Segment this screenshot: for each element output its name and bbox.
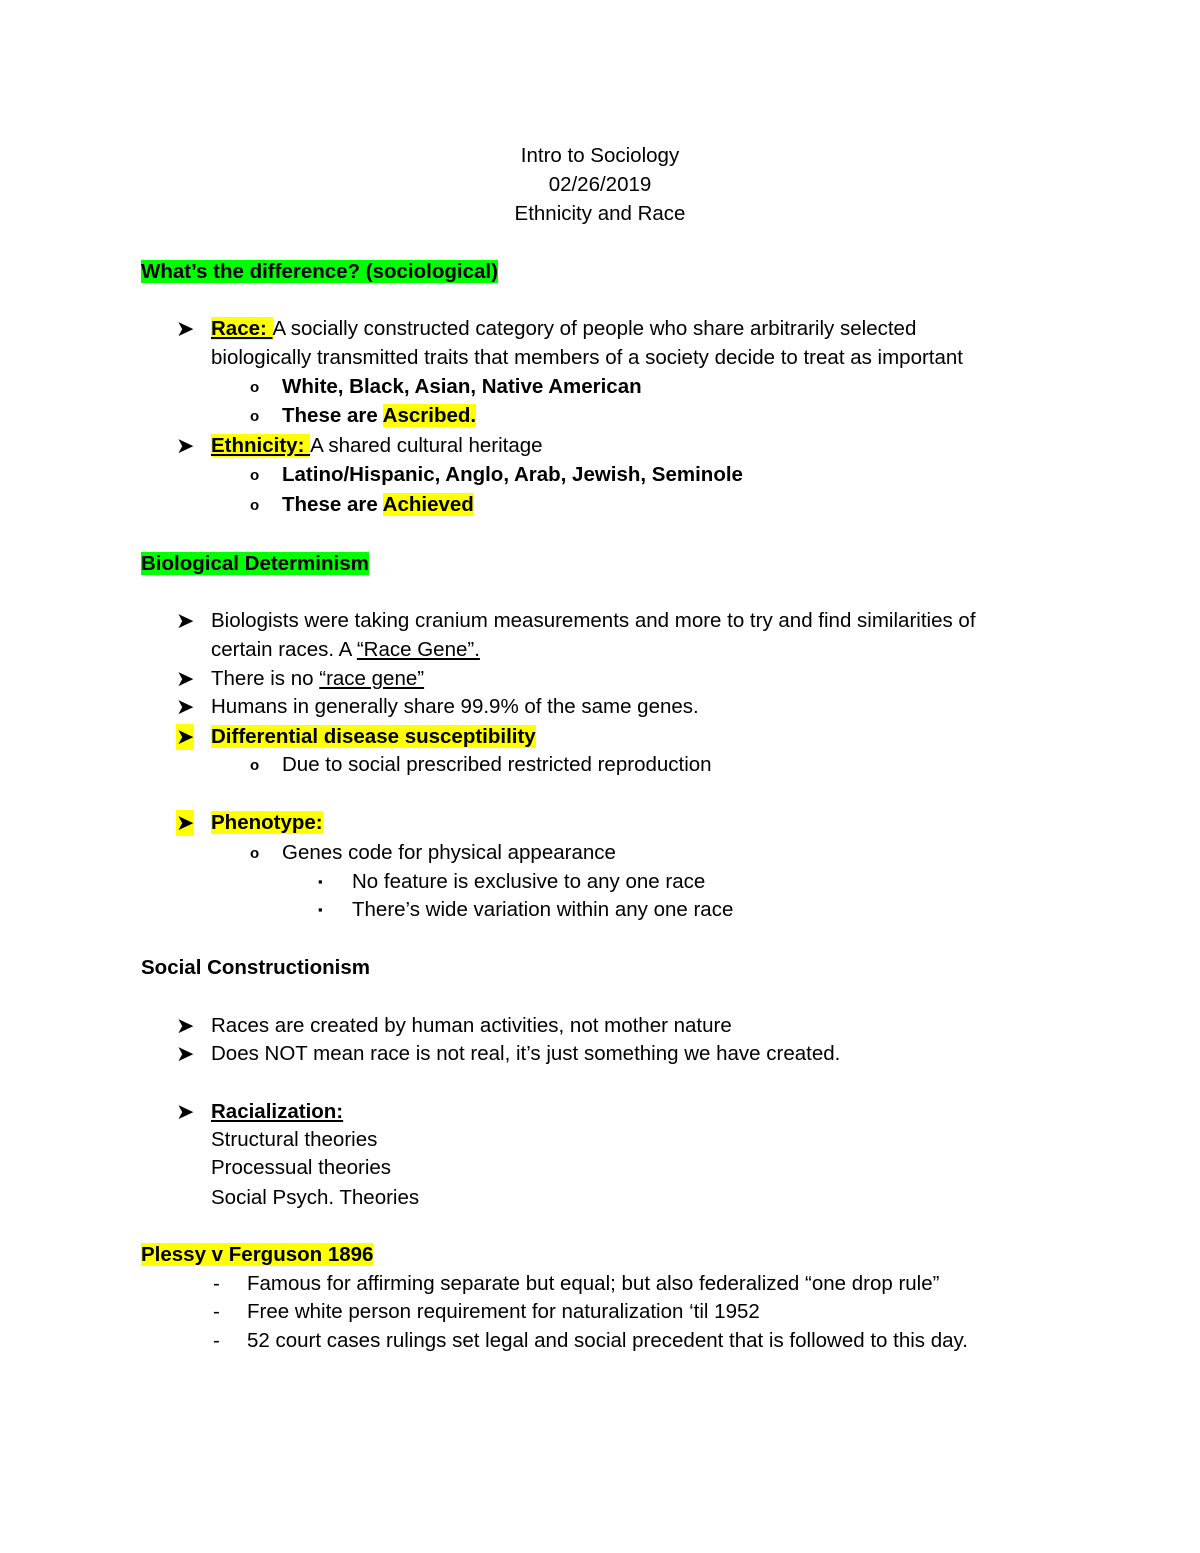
lecture-date: 02/26/2019 [548, 173, 652, 196]
dash-bullet-icon: - [213, 1300, 220, 1323]
arrow-bullet-icon: ➤ [176, 666, 195, 691]
no-race-gene: There is no “race gene” [211, 667, 425, 690]
ethnicity-definition: Ethnicity: A shared cultural heritage [211, 434, 543, 457]
races-created: Races are created by human activities, not mother nature [211, 1014, 732, 1037]
phenotype-point1: No feature is exclusive to any one race [352, 870, 706, 893]
arrow-bullet-icon: ➤ [176, 1041, 195, 1066]
biologists-line2: certain races. A “Race Gene”. [211, 638, 480, 661]
square-bullet-icon: ▪ [318, 874, 323, 889]
race-examples: White, Black, Asian, Native American [282, 375, 642, 398]
race-note: These are Ascribed. [282, 404, 477, 427]
arrow-bullet-icon: ➤ [176, 694, 195, 719]
disease-reason: Due to social prescribed restricted reproduction [282, 753, 712, 776]
dash-bullet-icon: - [213, 1272, 220, 1295]
square-bullet-icon: ▪ [318, 902, 323, 917]
dash-bullet-icon: - [213, 1329, 220, 1352]
circle-bullet-icon: o [250, 408, 260, 425]
ethnicity-examples: Latino/Hispanic, Anglo, Arab, Jewish, Seminole [282, 463, 743, 486]
phenotype-term: Phenotype: [211, 811, 323, 834]
disease-susceptibility: Differential disease susceptibility [211, 725, 536, 748]
plessy-point1: Famous for affirming separate but equal; but also federalized “one drop rule” [247, 1272, 940, 1295]
race-definition-line1: Race: A socially constructed category of people who share arbitrarily selected [211, 317, 917, 340]
circle-bullet-icon: o [250, 757, 260, 774]
ethnicity-term: Ethnicity: [211, 434, 311, 457]
phenotype-point2: There’s wide variation within any one race [352, 898, 734, 921]
circle-bullet-icon: o [250, 467, 260, 484]
arrow-bullet-icon: ➤ [176, 810, 195, 835]
race-is-real: Does NOT mean race is not real, it’s just something we have created. [211, 1042, 841, 1065]
section-heading-difference: What’s the difference? (sociological) [141, 260, 498, 283]
section-heading-social-constructionism: Social Constructionism [141, 956, 370, 979]
arrow-bullet-icon: ➤ [176, 316, 195, 341]
arrow-bullet-icon: ➤ [176, 724, 195, 749]
racialization-term: Racialization: [211, 1100, 344, 1123]
circle-bullet-icon: o [250, 497, 260, 514]
circle-bullet-icon: o [250, 845, 260, 862]
structural-theories: Structural theories [211, 1128, 378, 1151]
lecture-topic: Ethnicity and Race [514, 202, 686, 225]
arrow-bullet-icon: ➤ [176, 433, 195, 458]
section-heading-biological-determinism: Biological Determinism [141, 552, 369, 575]
social-psych-theories: Social Psych. Theories [211, 1186, 420, 1209]
arrow-bullet-icon: ➤ [176, 1099, 195, 1124]
circle-bullet-icon: o [250, 379, 260, 396]
arrow-bullet-icon: ➤ [176, 608, 195, 633]
plessy-point2: Free white person requirement for naturalization ‘til 1952 [247, 1300, 760, 1323]
plessy-point3: 52 court cases rulings set legal and social precedent that is followed to this day. [247, 1329, 968, 1352]
race-term: Race: [211, 317, 273, 340]
race-definition-line2: biologically transmitted traits that members of a society decide to treat as important [211, 346, 964, 369]
phenotype-definition: Genes code for physical appearance [282, 841, 616, 864]
course-title: Intro to Sociology [520, 144, 680, 167]
arrow-bullet-icon: ➤ [176, 1013, 195, 1038]
processual-theories: Processual theories [211, 1156, 392, 1179]
section-heading-plessy: Plessy v Ferguson 1896 [141, 1243, 374, 1266]
biologists-line1: Biologists were taking cranium measurements and more to try and find similarities of [211, 609, 976, 632]
ethnicity-note: These are Achieved [282, 493, 474, 516]
shared-genes: Humans in generally share 99.9% of the same genes. [211, 695, 699, 718]
